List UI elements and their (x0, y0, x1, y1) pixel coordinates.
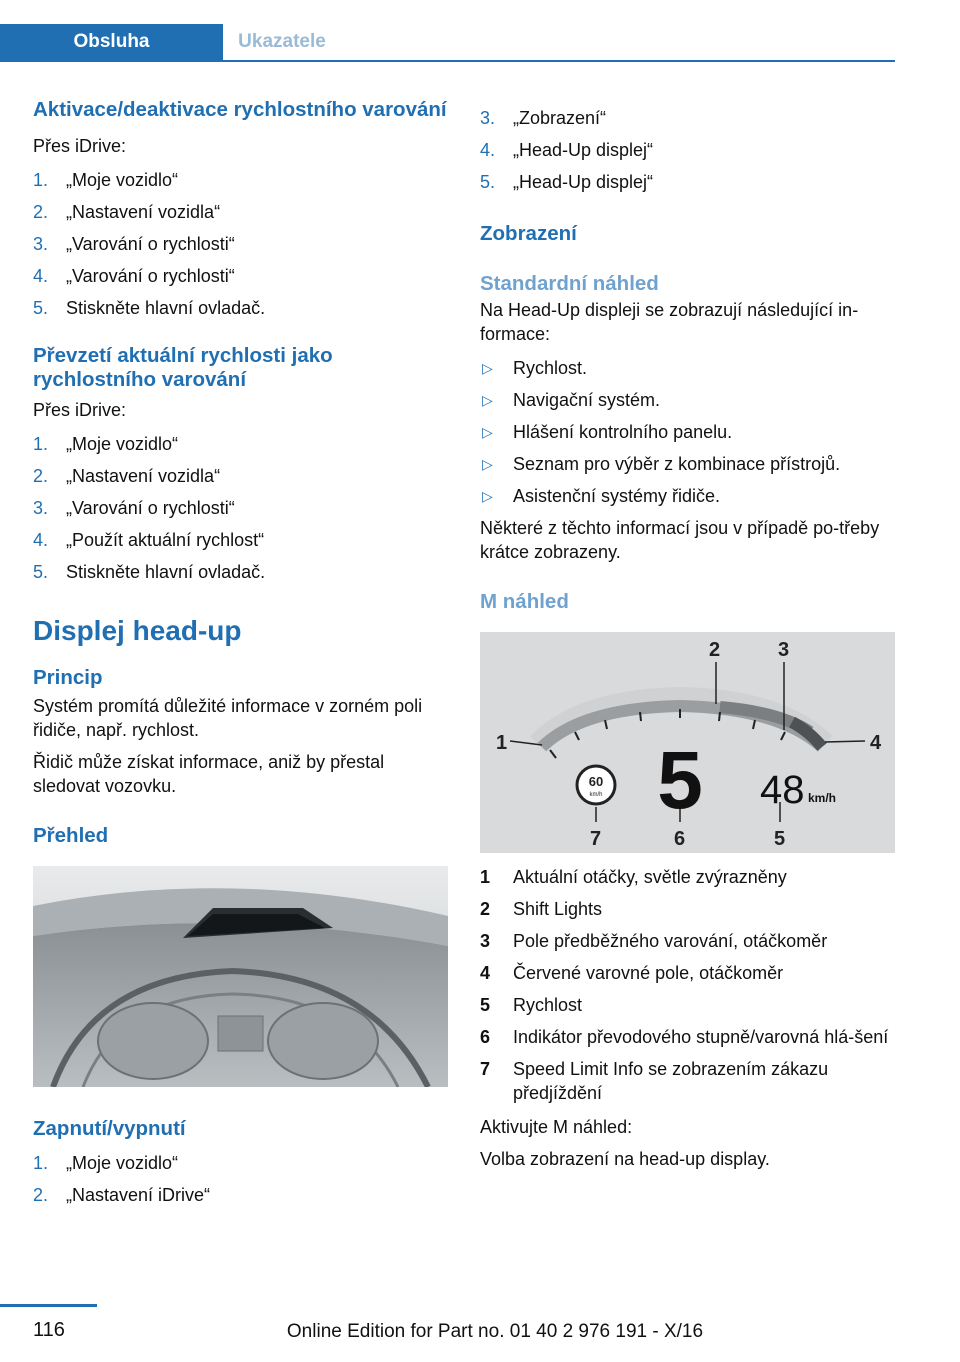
list-item: 3. „Varování o rychlosti“ (33, 498, 235, 518)
standard-view-list (480, 356, 895, 508)
paragraph: Řidič může získat informace, aniž by přestal sledovat vozovku. (33, 752, 385, 796)
header-rule (0, 60, 895, 62)
svg-text:60: 60 (588, 774, 604, 789)
legend-item: 6 Indikátor převodového stupně/varovná hlá-šení (480, 1027, 889, 1047)
speed-readout: 48 (760, 768, 805, 812)
callout-5: 5 (774, 828, 786, 850)
legend-item: 5 Rychlost (480, 995, 583, 1015)
chapter-header (0, 24, 895, 62)
paragraph: Na Head-Up displeji se zobrazují následující in-formace: (480, 300, 859, 344)
section-title-current-speed: Převzetí aktuální rychlosti jako rychlostního varování (33, 344, 333, 391)
list-item: 1. „Moje vozidlo“ (33, 170, 179, 190)
callout-3: 3 (778, 639, 790, 661)
list-item: ▷ Navigační systém. (482, 390, 661, 410)
legend-item: 4 Červené varovné pole, otáčkoměr (480, 963, 784, 983)
triangle-bullet-icon: ▷ (482, 456, 493, 472)
right-column (480, 98, 895, 1171)
list-item: 2. „Nastavení vozidla“ (33, 202, 221, 222)
m-view-illustration (480, 632, 895, 853)
triangle-bullet-icon: ▷ (482, 392, 493, 408)
dashboard-illustration (33, 866, 448, 1087)
legend-item: 2 Shift Lights (480, 899, 603, 919)
left-column (33, 98, 448, 1215)
paragraph: Systém promítá důležité informace v zorném poli řidiče, např. rychlost. (33, 696, 423, 740)
section-title-zobrazeni: Zobrazení (480, 222, 577, 245)
section-title-prehled: Přehled (33, 824, 109, 847)
list-item: ▷ Asistenční systémy řidiče. (482, 486, 721, 506)
list-item: ▷ Seznam pro výběr z kombinace přístrojů. (482, 454, 841, 474)
page-number: 116 (33, 1319, 65, 1341)
callout-7: 7 (590, 828, 602, 850)
list-item: 4. „Head-Up displej“ (480, 140, 654, 160)
section-intro: Přes iDrive: (33, 400, 127, 420)
edition-info: Online Edition for Part no. 01 40 2 976 191 - X/16 (286, 1321, 704, 1342)
triangle-bullet-icon: ▷ (482, 424, 493, 440)
callout-4: 4 (870, 732, 882, 754)
list-item: 1. „Moje vozidlo“ (33, 1153, 179, 1173)
main-title: Displej head-up (33, 615, 242, 646)
triangle-bullet-icon: ▷ (482, 360, 493, 376)
speed-unit: km/h (808, 791, 837, 805)
callout-1: 1 (496, 732, 508, 754)
steps-list-current-speed (33, 432, 448, 584)
subsection-title-standard: Standardní náhled (480, 272, 659, 295)
list-item: 5. „Head-Up displej“ (480, 172, 654, 192)
triangle-bullet-icon: ▷ (482, 488, 493, 504)
list-item: 2. „Nastavení vozidla“ (33, 466, 221, 486)
section-title-activation: Aktivace/deaktivace rychlostního varování (33, 98, 447, 121)
subsection-title-m-view: M náhled (480, 590, 569, 613)
list-item: 2. „Nastavení iDrive“ (33, 1185, 211, 1205)
figure-legend (480, 865, 895, 1105)
tab-obsluha[interactable]: Obsluha (0, 24, 223, 60)
list-item: 4. „Použít aktuální rychlost“ (33, 530, 265, 550)
legend-item: 3 Pole předběžného varování, otáčkoměr (480, 931, 828, 951)
list-item: ▷ Hlášení kontrolního panelu. (482, 422, 733, 442)
callout-6: 6 (674, 828, 686, 850)
legend-item: 1 Aktuální otáčky, světle zvýrazněny (480, 867, 787, 887)
steps-list-onoff (33, 1151, 448, 1207)
paragraph: Volba zobrazení na head-up display. (480, 1149, 770, 1169)
list-item: 5. Stiskněte hlavní ovladač. (33, 562, 266, 582)
steps-list-continued (480, 106, 895, 194)
section-title-princip: Princip (33, 666, 103, 689)
paragraph: Aktivujte M náhled: (480, 1117, 633, 1137)
section-intro: Přes iDrive: (33, 136, 127, 156)
list-item: 4. „Varování o rychlosti“ (33, 266, 235, 286)
footer-rule (0, 1304, 97, 1307)
paragraph: Některé z těchto informací jsou v případě po-třeby krátce zobrazeny. (480, 518, 880, 562)
svg-text:km/h: km/h (589, 792, 603, 798)
gear-indicator: 5 (657, 735, 703, 826)
callout-2: 2 (709, 639, 721, 661)
list-item: 5. Stiskněte hlavní ovladač. (33, 298, 266, 318)
m-view-figure (480, 632, 895, 853)
legend-item: 7 Speed Limit Info se zobrazením zákazu předjíždění (480, 1059, 829, 1103)
list-item: 3. „Zobrazení“ (480, 108, 607, 128)
steps-list-activation (33, 168, 448, 320)
list-item: 1. „Moje vozidlo“ (33, 434, 179, 454)
list-item: ▷ Rychlost. (482, 358, 588, 378)
hud-overview-photo (33, 866, 448, 1087)
tab-ukazatele[interactable]: Ukazatele (238, 31, 326, 52)
section-title-onoff: Zapnutí/vypnutí (33, 1117, 186, 1140)
list-item: 3. „Varování o rychlosti“ (33, 234, 235, 254)
